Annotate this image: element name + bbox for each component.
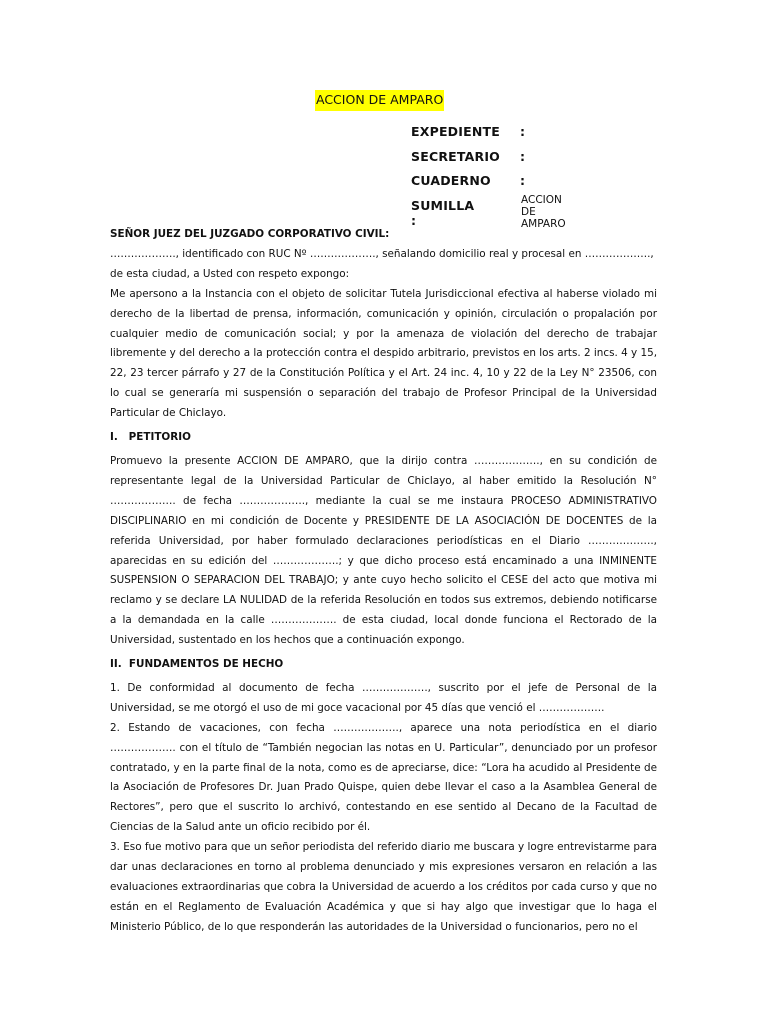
meta-label: SECRETARIO — [411, 148, 501, 164]
meta-label: SUMILLA : — [411, 197, 475, 228]
fact-paragraph-1: 1. De conformidad al documento de fecha ………………., suscrito por el jefe de Personal de la Universidad, se me otorgó el uso de mi goce vacacional por 45 días que venció el ………………. — [110, 681, 657, 714]
petitorio-paragraph: Promuevo la presente ACCION DE AMPARO, que la dirijo contra ………………., en su condición de representante legal de la Universidad Particular de Chiclayo, al haber emitido la Resolución N° ………………. de fecha ………………., mediante la cual se me instaura PROCESO ADMINISTRATIVO DISCIPLINARIO en mi condición de Docente y PRESIDENTE DE LA ASOCIACIÓN DE DOCENTES de la referida Universidad, por haber formulado declaraciones periodísticas en el Diario ………………., aparecidas en su edición del ……………….; y que dicho proceso está encaminado a una INMINENTE SUSPENSION O SEPARACION DEL TRABAJO; y ante cuyo hecho solicito el CESE del acto que motiva mi reclamo y se declare LA NULIDAD de la referida Resolución en todos sus extremos, debiendo notificarse a la demandada en la calle ………………. de esta ciudad, local donde funciona el Rectorado de la Universidad, sustentado en los hechos que a continuación expongo. — [110, 454, 657, 647]
meta-label: CUADERNO — [411, 173, 491, 188]
document-title: ACCION DE AMPARO — [315, 90, 444, 111]
addressee: SEÑOR JUEZ DEL JUZGADO CORPORATIVO CIVIL: — [110, 228, 390, 240]
meta-label: EXPEDIENTE — [411, 124, 500, 139]
fact-paragraph-3: 3. Eso fue motivo para que un señor periodista del referido diario me buscara y logre entrevistarme para dar unas declaraciones en torno al problema denunciado y mis expresiones versaron en relación a las evaluaciones extraordinarias que cobra la Universidad de acuerdo a los créditos por cada curso y que no están en el Reglamento de Evaluación Académica y que si hay algo que investigar que lo haga el Ministerio Público, de lo que responderán las autoridades de la Universidad o funcionarios, pero no el — [110, 841, 657, 933]
meta-colon: : — [520, 173, 525, 188]
intro-line-2: de esta ciudad, a Usted con respeto expongo: — [110, 267, 350, 280]
document-body — [110, 225, 657, 938]
meta-colon: : — [520, 148, 525, 164]
meta-value: ACCION DE AMPARO — [521, 193, 566, 230]
meta-colon: : — [520, 124, 525, 139]
intro-paragraph: Me apersono a la Instancia con el objeto de solicitar Tutela Jurisdiccional efectiva al haberse violado mi derecho de la libertad de prensa, información, comunicación y opinión, circulación o propalación por cualquier medio de comunicación social; y por la amenaza de violación del derecho de trabajar libremente y del derecho a la protección contra el despido arbitrario, previstos en los arts. 2 incs. 4 y 15, 22, 23 tercer párrafo y 27 de la Constitución Política y el Art. 24 inc. 4, 10 y 22 de la Ley N° 23506, con lo cual se generaría mi suspensión o separación del trabajo de Profesor Principal de la Universidad Particular de Chiclayo. — [110, 287, 657, 420]
section-heading-fundamentos: II. FUNDAMENTOS DE HECHO — [110, 658, 284, 671]
intro-line-1: ………………., identificado con RUC Nº ………………., señalando domicilio real y procesal en ………………., — [110, 247, 654, 260]
fact-paragraph-2: 2. Estando de vacaciones, con fecha ………………., aparece una nota periodística en el diario ………………. con el título de “También negocian las notas en U. Particular”, denunciado por un profesor contratado, y en la parte final de la nota, como es de apreciarse, dice: “Lora ha acudido al Presidente de la Asociación de Profesores Dr. Juan Prado Quispe, quien debe llevar el caso a la Asamblea General de Rectores”, pero que el suscrito lo archivó, contestando en ese sentido al Decano de la Facultad de Ciencias de la Salud ante un oficio recibido por él. — [110, 721, 657, 834]
section-heading-petitorio: I. PETITORIO — [110, 431, 191, 444]
